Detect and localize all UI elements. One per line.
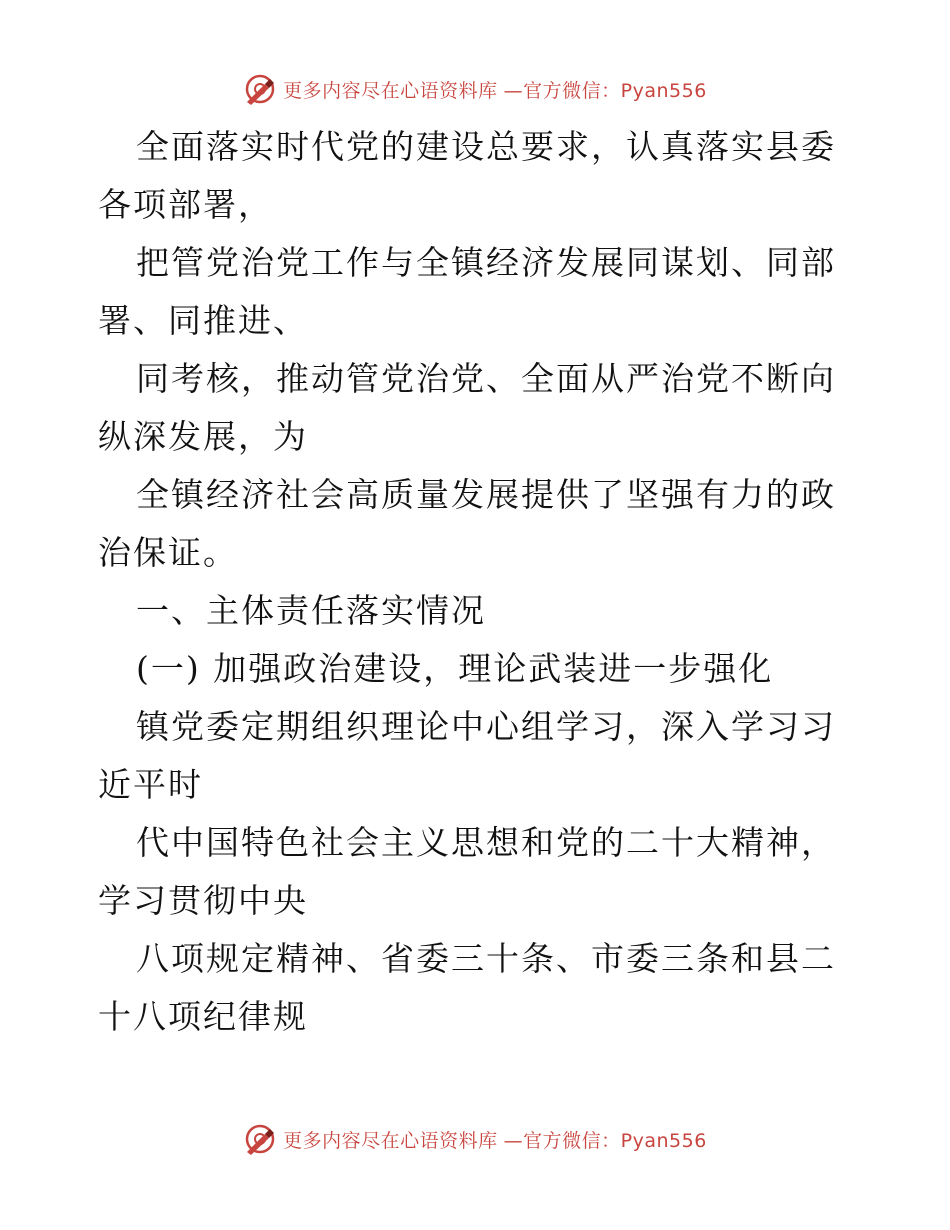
paragraph: 同考核，推动管党治党、全面从严治党不断向纵深发展，为	[98, 359, 836, 456]
pen-logo-icon	[243, 1122, 277, 1156]
paragraph: 全面落实时代党的建设总要求，认真落实县委各项部署，	[98, 127, 836, 224]
pen-logo-icon	[243, 72, 277, 106]
paragraph: 八项规定精神、省委三十条、市委三条和县二十八项纪律规	[98, 939, 836, 1036]
footer-contact-text: —官方微信：Pyan556	[503, 1129, 707, 1152]
page-header-watermark	[0, 72, 950, 106]
footer-brand-text: 更多内容尽在心语资料库	[283, 1129, 498, 1152]
subsection-heading: (一) 加强政治建设，理论武装进一步强化	[136, 649, 774, 688]
header-contact-text: —官方微信：Pyan556	[503, 79, 707, 102]
paragraph: 镇党委定期组织理论中心组学习，深入学习习近平时	[98, 707, 836, 804]
section-heading: 一、主体责任落实情况	[136, 591, 486, 630]
paragraph: 全镇经济社会高质量发展提供了坚强有力的政治保证。	[98, 475, 836, 572]
document-body	[98, 118, 858, 1046]
page-footer-watermark	[0, 1122, 950, 1156]
paragraph: 把管党治党工作与全镇经济发展同谋划、同部署、同推进、	[98, 243, 836, 340]
paragraph: 代中国特色社会主义思想和党的二十大精神，学习贯彻中央	[98, 823, 836, 920]
header-brand-text: 更多内容尽在心语资料库	[283, 79, 498, 102]
